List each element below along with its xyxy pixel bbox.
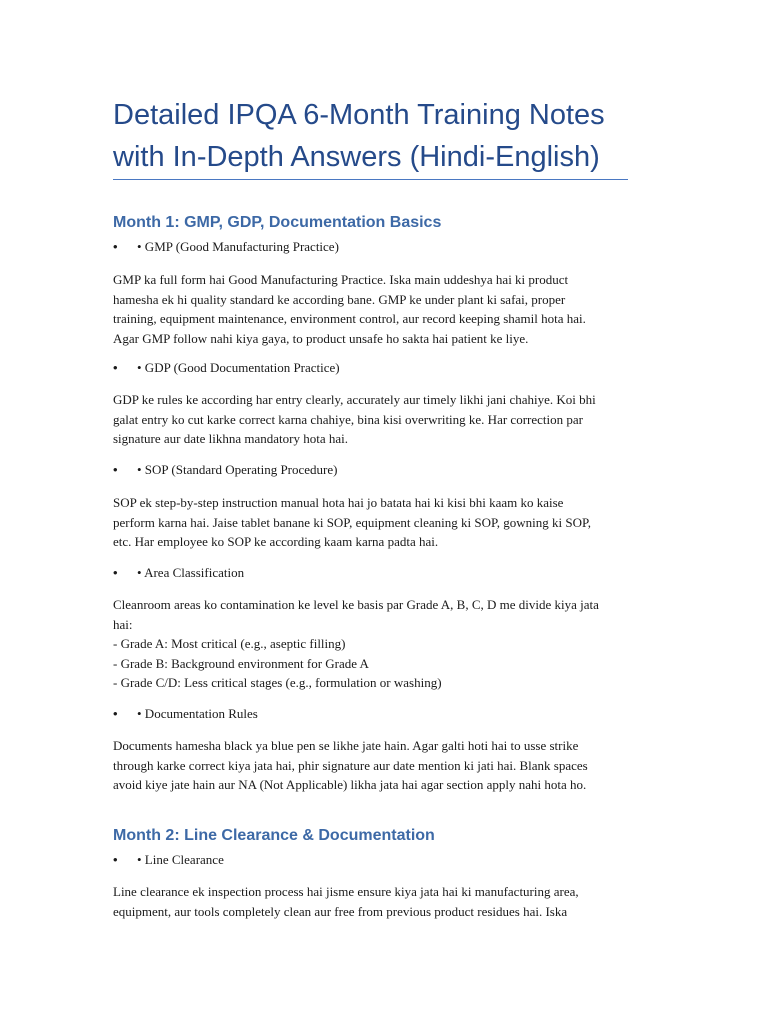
paragraph-line: Cleanroom areas ko contamination ke level ke basis par Grade A, B, C, D me divide kiya jata — [113, 597, 599, 612]
paragraph-line-clearance — [113, 882, 638, 921]
bullet-marker: • — [113, 360, 118, 375]
paragraph-line: etc. Har employee ko SOP ke according kaam karna padta hai. — [113, 534, 439, 549]
list-item-label: • Area Classification — [137, 565, 245, 580]
paragraph-line: Agar GMP follow nahi kiya gaya, to product unsafe ho sakta hai patient ke liye. — [113, 330, 529, 346]
paragraph-gmp — [113, 270, 638, 348]
bullet-marker: • — [113, 462, 118, 477]
paragraph-line: hai: — [113, 616, 133, 632]
paragraph-area-classification — [113, 595, 638, 693]
paragraph-line: - Grade B: Background environment for Grade A — [113, 655, 369, 671]
section-heading-month-1: Month 1: GMP, GDP, Documentation Basics — [113, 214, 442, 231]
paragraph-line: training, equipment maintenance, environment control, aur record keeping shamil hota hai. — [113, 311, 586, 326]
list-item-label: • GDP (Good Documentation Practice) — [137, 360, 340, 375]
list-item-label: • Documentation Rules — [137, 706, 258, 721]
title-divider — [113, 179, 628, 180]
paragraph-gdp — [113, 390, 638, 449]
paragraph-line: signature aur date likhna mandatory hota hai. — [113, 431, 349, 446]
paragraph-sop — [113, 493, 638, 552]
paragraph-line: avoid kiye jate hain aur NA (Not Applicable) likha jata hai agar section apply nahi hota ho. — [113, 777, 587, 792]
list-item-label: • SOP (Standard Operating Procedure) — [137, 462, 338, 477]
paragraph-line: perform karna hai. Jaise tablet banane ki SOP, equipment cleaning ki SOP, gowning ki SOP, — [113, 514, 592, 530]
bullet-marker: • — [113, 565, 118, 580]
paragraph-line: - Grade A: Most critical (e.g., aseptic filling) — [113, 636, 346, 651]
paragraph-line: Line clearance ek inspection process hai jisme ensure kiya jata hai ki manufacturing area, — [113, 884, 579, 899]
list-item-label: • Line Clearance — [137, 852, 224, 867]
list-item-label: • GMP (Good Manufacturing Practice) — [137, 239, 339, 254]
bullet-marker: • — [113, 852, 118, 867]
section-heading-month-2: Month 2: Line Clearance & Documentation — [113, 827, 435, 844]
paragraph-line: GDP ke rules ke according har entry clearly, accurately aur timely likhi jani chahiye. Koi bhi — [113, 392, 596, 407]
paragraph-line: equipment, aur tools completely clean aur free from previous product residues hai. Iska — [113, 903, 568, 919]
paragraph-line: Documents hamesha black ya blue pen se likhe jate hain. Agar galti hoti hai to usse strike — [113, 738, 579, 753]
paragraph-line: - Grade C/D: Less critical stages (e.g., formulation or washing) — [113, 675, 442, 690]
paragraph-line: GMP ka full form hai Good Manufacturing Practice. Iska main uddeshya hai ki product — [113, 272, 569, 287]
bullet-marker: • — [113, 239, 118, 254]
document-title: Detailed IPQA 6-Month Training Notes with In-Depth Answers (Hindi-English) — [113, 99, 605, 173]
paragraph-line: galat entry ko cut karke correct karna chahiye, bina kisi overwriting ke. Har correction par — [113, 411, 583, 427]
paragraph-line: SOP ek step-by-step instruction manual hota hai jo batata hai ki kisi bhi kaam ko kaise — [113, 495, 564, 510]
paragraph-documentation-rules — [113, 736, 638, 795]
bullet-marker: • — [113, 706, 118, 721]
paragraph-line: hamesha ek hi quality standard ke according bane. GMP ke under plant ki safai, proper — [113, 291, 566, 307]
paragraph-line: through karke correct kiya jata hai, phir signature aur date mention ki jati hai. Blank spaces — [113, 757, 588, 773]
